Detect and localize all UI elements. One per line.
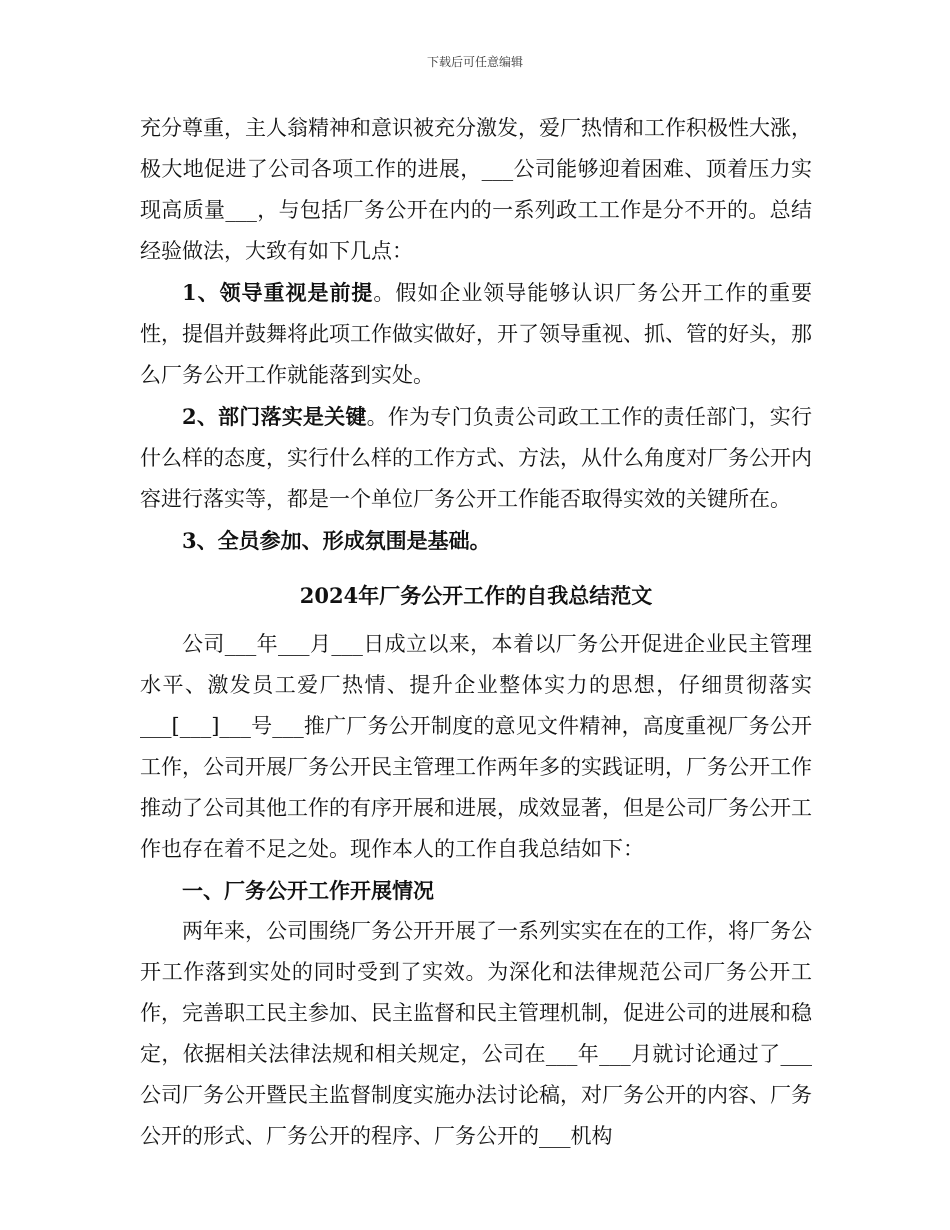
paragraph-section-1: 两年来，公司围绕厂务公开开展了一系列实实在在的工作，将厂务公开工作落到实处的同时受到了实效。为深化和法律规范公司厂务公开工作，完善职工民主参加、民主监督和民主管理机制，促进公司的进展和稳定，依据相关法律法规和相关规定，公司在___年___月就讨论通过了___公司厂务公开暨民主监督制度实施办法讨论稿，对厂务公开的内容、厂务公开的形式、厂务公开的程序、厂务公开的___机构 xyxy=(140,919,812,1148)
point-1-heading: 1、领导重视是前提 xyxy=(182,280,374,305)
page-header: 下载后可任意编辑 xyxy=(426,55,523,69)
section-1-heading: 一、厂务公开工作开展情况 xyxy=(182,878,434,903)
point-1 xyxy=(140,272,812,396)
point-3-heading: 3、全员参加、形成氛围是基础。 xyxy=(182,528,491,553)
point-1-text: 。假如企业领导能够认识厂务公开工作的重要性，提倡并鼓舞将此项工作做实做好，开了领导重视、抓、管的好头，那么厂务公开工作就能落到实处。 xyxy=(140,281,812,387)
point-2-heading: 2、部门落实是关键 xyxy=(182,404,367,429)
point-2 xyxy=(140,396,812,520)
document-body xyxy=(140,108,812,1157)
point-2-text: 。作为专门负责公司政工工作的责任部门，实行什么样的态度，实行什么样的工作方式、方法，从什么角度对厂务公开内容进行落实等，都是一个单位厂务公开工作能否取得实效的关键所在。 xyxy=(140,405,812,511)
intro-paragraph: 充分尊重，主人翁精神和意识被充分激发，爱厂热情和工作积极性大涨，极大地促进了公司各项工作的进展，___公司能够迎着困难、顶着压力实现高质量___，与包括厂务公开在内的一系列政工工作是分不开的。总结经验做法，大致有如下几点： xyxy=(140,116,812,263)
document-title: 2024年厂务公开工作的自我总结范文 xyxy=(299,583,653,608)
paragraph-intro-summary: 公司___年___月___日成立以来，本着以厂务公开促进企业民主管理水平、激发员工爱厂热情、提升企业整体实力的思想，仔细贯彻落实___[___]___号___推广厂务公开制度的意见文件精神，高度重视厂务公开工作，公司开展厂务公开民主管理工作两年多的实践证明，厂务公开工作推动了公司其他工作的有序开展和进展，成效显著，但是公司厂务公开工作也存在着不足之处。现作本人的工作自我总结如下： xyxy=(140,632,812,861)
